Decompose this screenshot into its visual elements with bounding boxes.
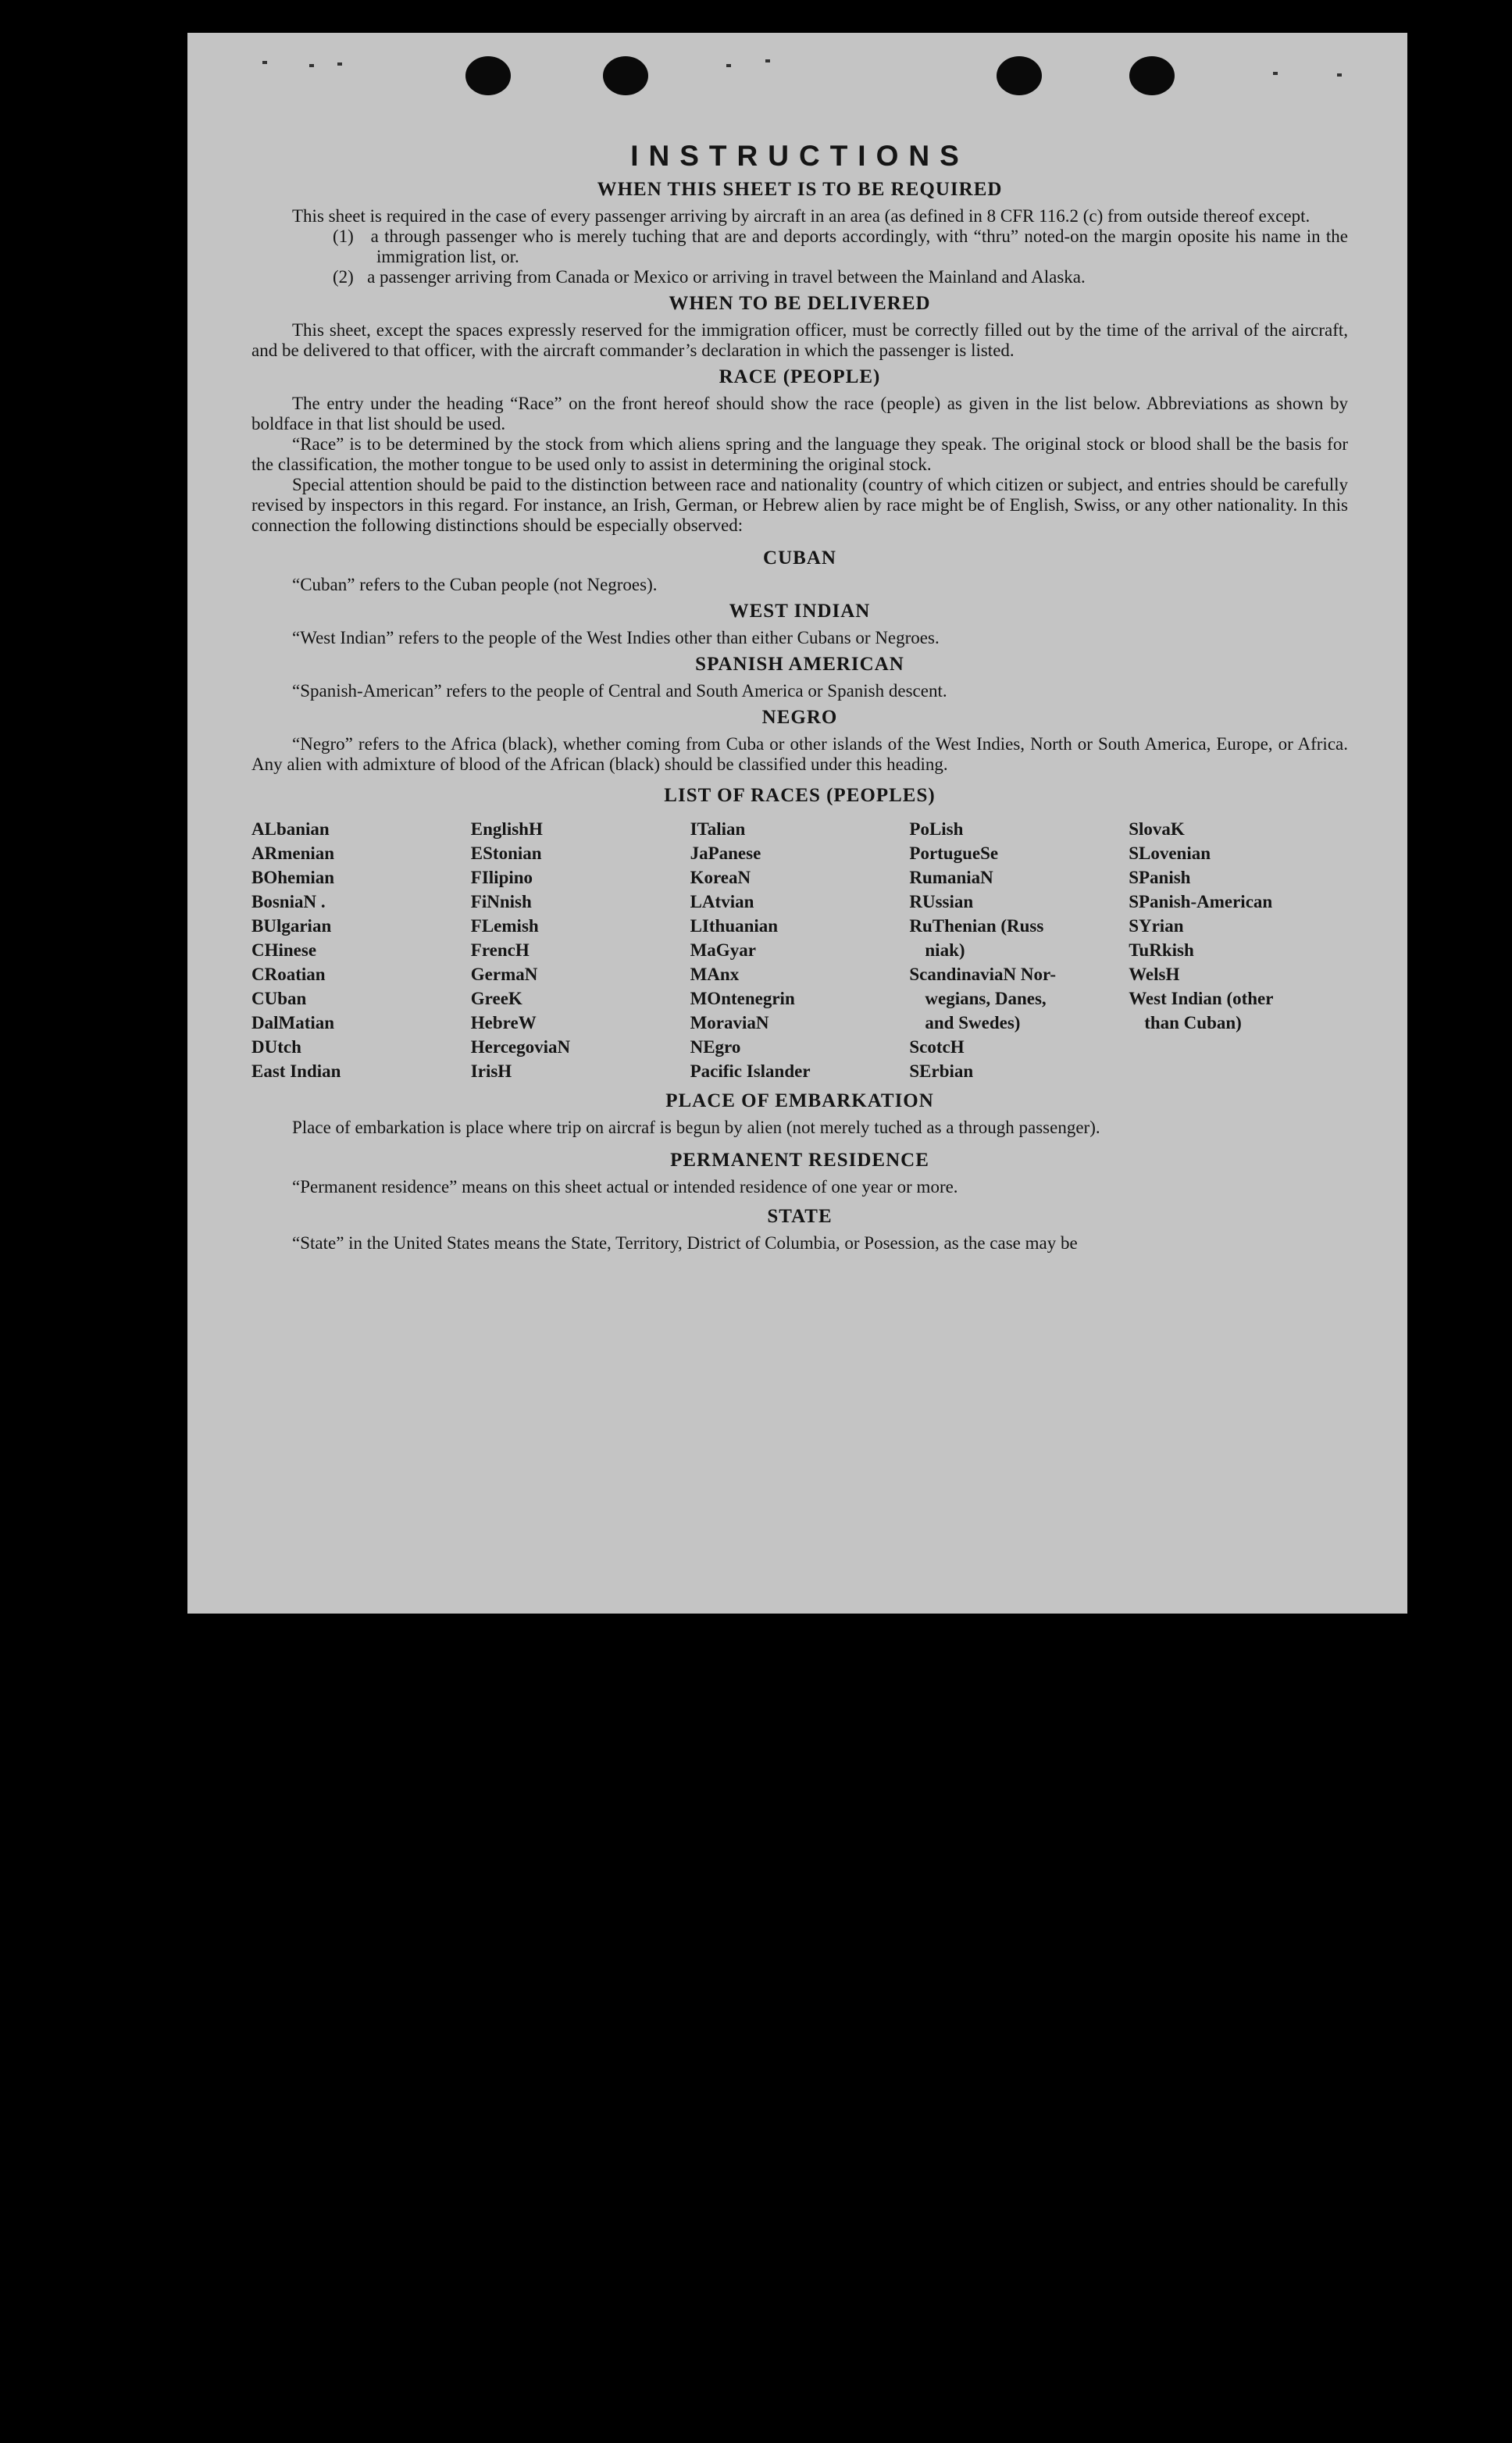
race-entry: CRoatian	[251, 965, 326, 984]
heading-place-of-embarkation: PLACE OF EMBARKATION	[665, 1090, 934, 1111]
heading-list-of-races: LIST OF RACES (PEOPLES)	[664, 785, 936, 806]
speck	[726, 64, 731, 67]
race-entry: JaPanese	[690, 843, 761, 863]
race-entry: SErbian	[909, 1061, 974, 1081]
race-entry: GreeK	[470, 989, 522, 1008]
heading-west-indian: WEST INDIAN	[729, 601, 871, 622]
race-entry: KoreaN	[690, 868, 751, 887]
punch-hole	[603, 56, 648, 95]
race-entry: HebreW	[470, 1013, 537, 1032]
speck	[1337, 73, 1342, 77]
race-column	[909, 817, 1129, 1083]
race-entry: DalMatian	[251, 1013, 335, 1032]
race-entry: ARmenian	[251, 843, 335, 863]
race-entry: FLemish	[470, 916, 539, 936]
item-number: (1)	[333, 226, 354, 246]
document-sheet	[187, 33, 1407, 1614]
race-entry: EStonian	[470, 843, 542, 863]
race-entry: than Cuban)	[1144, 1013, 1242, 1032]
heading-spanish-american: SPANISH AMERICAN	[695, 654, 904, 675]
speck	[1273, 72, 1278, 75]
race-entry: MoraviaN	[690, 1013, 769, 1032]
paragraph-negro: “Negro” refers to the Africa (black), whether coming from Cuba or other islands of the West Indies, North or South America, Europe, or Africa. Any alien with admixture of blood of the African (black) should be classified under this heading.	[251, 734, 1348, 774]
race-column	[690, 817, 910, 1083]
paragraph-race-1: The entry under the heading “Race” on the front hereof should show the race (people) as given in the list below. Abbreviations as shown by boldface in that list should be used.	[251, 394, 1348, 433]
list-item	[251, 226, 1348, 267]
race-entry: PortugueSe	[909, 843, 999, 863]
race-entry: CHinese	[251, 940, 317, 960]
race-entry: SlovaK	[1129, 819, 1185, 839]
race-column	[1129, 817, 1348, 1083]
race-entry: ScotcH	[909, 1037, 965, 1057]
item-text: a passenger arriving from Canada or Mexico or arriving in travel between the Mainland and Alaska.	[367, 267, 1086, 287]
race-entry: FrencH	[470, 940, 530, 960]
speck	[337, 62, 342, 66]
race-entry: BOhemian	[251, 868, 335, 887]
race-entry: SLovenian	[1129, 843, 1211, 863]
paragraph-place-of-embarkation: Place of embarkation is place where trip on aircraf is begun by alien (not merely tuched as a through passenger).	[292, 1118, 1100, 1137]
race-entry: RuThenian (Russ	[909, 916, 1044, 936]
paragraph-state: “State” in the United States means the State, Territory, District of Columbia, or Posession, as the case may be	[292, 1233, 1078, 1253]
race-entry: West Indian (other	[1129, 989, 1274, 1008]
paragraph-race-3: Special attention should be paid to the distinction between race and nationality (country of which citizen or subject, and entries should be carefully revised by inspectors in this regard. For instance, an Irish, German, or Hebrew alien by race might be of English, Swiss, or any other nationality. In this connection the following distinctions should be especially observed:	[251, 475, 1348, 535]
punch-hole	[997, 56, 1042, 95]
heading-when-delivered: WHEN TO BE DELIVERED	[669, 293, 931, 314]
race-entry: niak)	[925, 940, 965, 960]
paragraph-when-delivered: This sheet, except the spaces expressly reserved for the immigration officer, must be correctly filled out by the time of the arrival of the aircraft, and be delivered to that officer, with the aircraft commander’s declaration in which the passenger is listed.	[251, 320, 1348, 360]
race-entry: TuRkish	[1129, 940, 1194, 960]
race-list	[251, 817, 1348, 1083]
race-entry: ITalian	[690, 819, 746, 839]
speck	[765, 59, 770, 62]
race-entry: Pacific Islander	[690, 1061, 811, 1081]
race-entry: PoLish	[909, 819, 964, 839]
race-entry: BosniaN .	[251, 892, 326, 911]
heading-state: STATE	[767, 1206, 833, 1227]
paragraph-permanent-residence: “Permanent residence” means on this sheet actual or intended residence of one year or more.	[292, 1177, 958, 1197]
race-entry: ALbanian	[251, 819, 330, 839]
race-entry: CUban	[251, 989, 307, 1008]
paragraph-west-indian: “West Indian” refers to the people of the West Indies other than either Cubans or Negroes.	[292, 628, 940, 647]
race-entry: SPanish	[1129, 868, 1191, 887]
race-entry: ScandinaviaN Nor-	[909, 965, 1057, 984]
heading-race: RACE (PEOPLE)	[719, 366, 881, 387]
heading-permanent-residence: PERMANENT RESIDENCE	[670, 1150, 929, 1171]
paragraph-when-required: This sheet is required in the case of every passenger arriving by aircraft in an area (as defined in 8 CFR 116.2 (c) from outside thereof except.	[292, 206, 1311, 226]
race-entry: EnglishH	[470, 819, 543, 839]
list-item	[251, 267, 1348, 287]
item-text: a through passenger who is merely tuching that are and deports accordingly, with “thru” noted-on the margin oposite his name in the immigration list, or.	[370, 226, 1348, 266]
race-entry: MOntenegrin	[690, 989, 795, 1008]
race-entry: NEgro	[690, 1037, 741, 1057]
race-entry: HercegoviaN	[470, 1037, 571, 1057]
paragraph-cuban: “Cuban” refers to the Cuban people (not Negroes).	[292, 575, 658, 594]
race-entry: East Indian	[251, 1061, 341, 1081]
race-entry: DUtch	[251, 1037, 301, 1057]
heading-when-required: WHEN THIS SHEET IS TO BE REQUIRED	[597, 179, 1003, 200]
race-entry: RumaniaN	[909, 868, 993, 887]
race-entry: FiNnish	[470, 892, 532, 911]
punch-hole	[465, 56, 511, 95]
race-column	[251, 817, 471, 1083]
document-title: INSTRUCTIONS	[630, 140, 969, 172]
race-entry: LAtvian	[690, 892, 754, 911]
race-entry: SYrian	[1129, 916, 1184, 936]
race-entry: WelsH	[1129, 965, 1180, 984]
punch-hole	[1129, 56, 1175, 95]
race-entry: FIlipino	[470, 868, 533, 887]
heading-cuban: CUBAN	[763, 547, 836, 569]
paragraph-spanish-american: “Spanish-American” refers to the people of Central and South America or Spanish descent.	[292, 681, 947, 701]
race-entry: MaGyar	[690, 940, 756, 960]
race-entry: SPanish-American	[1129, 892, 1273, 911]
race-entry: wegians, Danes,	[925, 989, 1047, 1008]
item-number: (2)	[333, 267, 354, 287]
race-entry: BUlgarian	[251, 916, 332, 936]
race-entry: IrisH	[470, 1061, 512, 1081]
race-entry: LIthuanian	[690, 916, 779, 936]
heading-negro: NEGRO	[761, 707, 838, 728]
race-entry: MAnx	[690, 965, 740, 984]
race-entry: and Swedes)	[925, 1013, 1021, 1032]
paragraph-race-2: “Race” is to be determined by the stock from which aliens spring and the language they speak. The original stock or blood shall be the basis for the classification, the mother tongue to be used only to assist in determining the original stock.	[251, 434, 1348, 474]
race-entry: RUssian	[909, 892, 974, 911]
speck	[262, 61, 267, 64]
speck	[309, 64, 314, 67]
race-entry: GermaN	[470, 965, 538, 984]
race-column	[471, 817, 690, 1083]
